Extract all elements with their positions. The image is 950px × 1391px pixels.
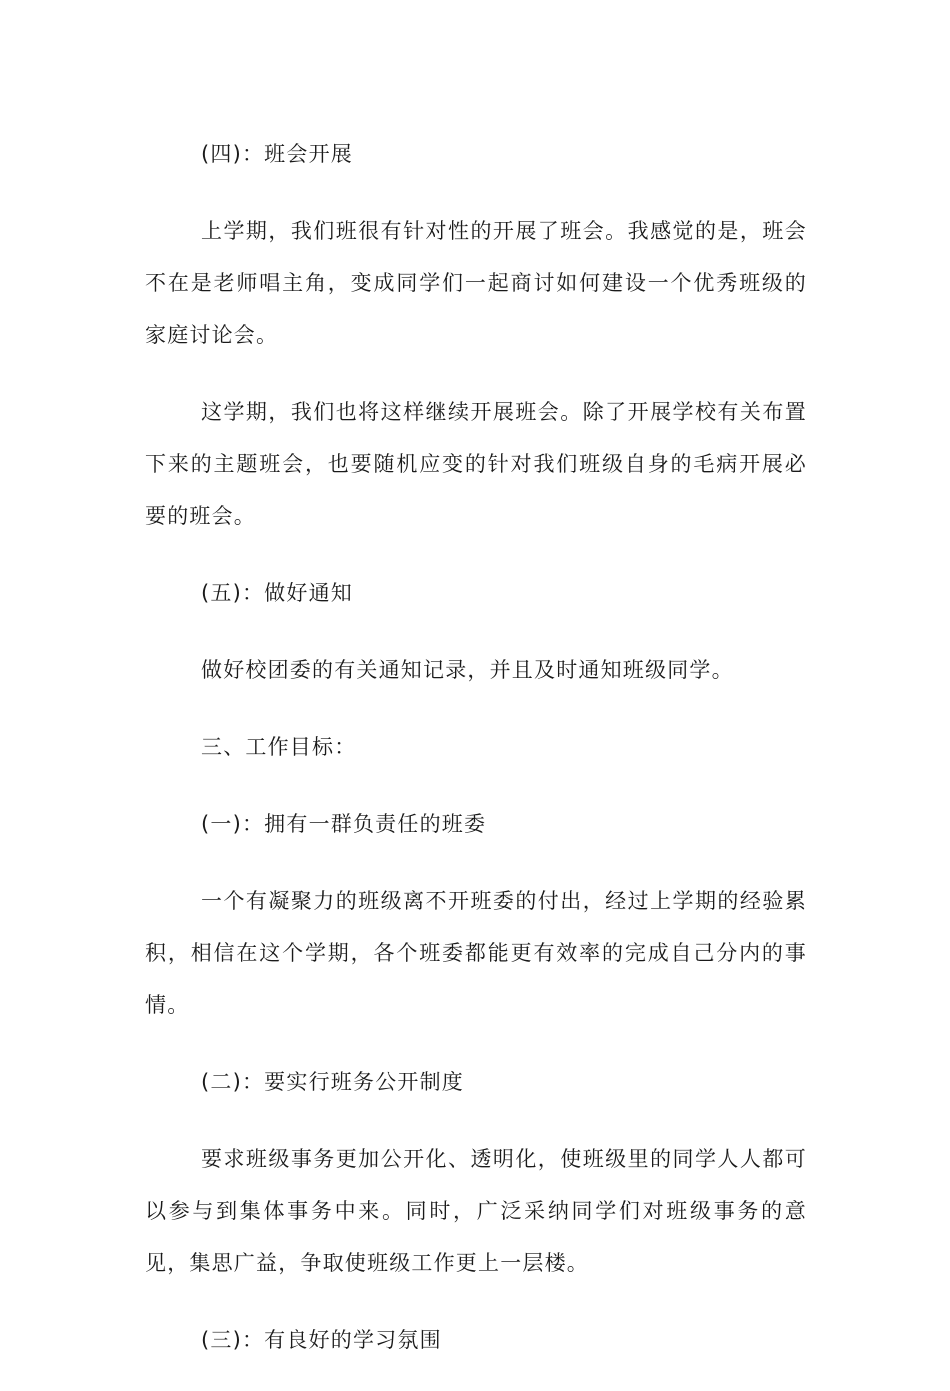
- subheading-public-affairs: (二)：要实行班务公开制度: [201, 1070, 464, 1094]
- paragraph-responsible-committee: 一个有凝聚力的班级离不开班委的付出，经过上学期的经验累积，相信在这个学期，各个班委都能更有效率的完成自己分内的事情。: [145, 889, 807, 1017]
- section-heading-work-goals: 三、工作目标：: [201, 735, 357, 759]
- paragraph-public-affairs: 要求班级事务更加公开化、透明化，使班级里的同学人人都可以参与到集体事务中来。同时，广泛采纳同学们对班级事务的意见，集思广益，争取使班级工作更上一层楼。: [145, 1147, 807, 1275]
- paragraph-last-semester-meetings: 上学期，我们班很有针对性的开展了班会。我感觉的是，班会不在是老师唱主角，变成同学们一起商讨如何建设一个优秀班级的家庭讨论会。: [145, 219, 807, 347]
- subheading-study-atmosphere: (三)：有良好的学习氛围: [201, 1328, 442, 1352]
- document-body: [145, 128, 807, 1391]
- section-heading-notifications: (五)：做好通知: [201, 581, 353, 605]
- paragraph-notifications: 做好校团委的有关通知记录，并且及时通知班级同学。: [201, 658, 734, 682]
- subheading-responsible-committee: (一)：拥有一群负责任的班委: [201, 812, 487, 836]
- section-heading-class-meetings: (四)：班会开展: [201, 142, 353, 166]
- paragraph-this-semester-meetings: 这学期，我们也将这样继续开展班会。除了开展学校有关布置下来的主题班会，也要随机应变的针对我们班级自身的毛病开展必要的班会。: [145, 400, 807, 528]
